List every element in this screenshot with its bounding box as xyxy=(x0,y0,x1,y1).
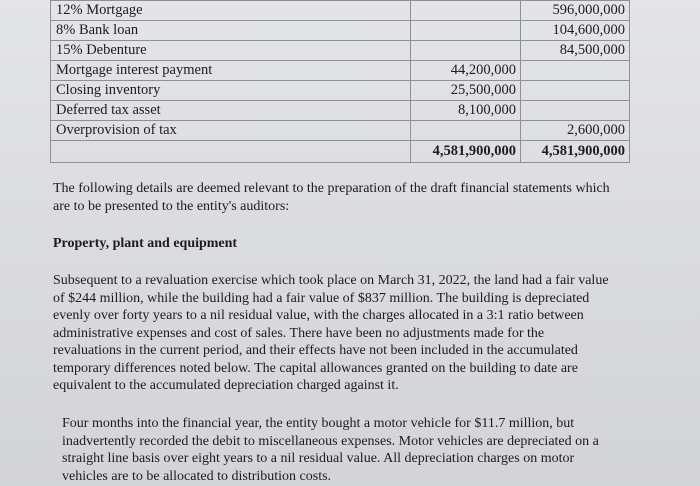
trial-balance-table xyxy=(50,0,630,163)
credit-cell xyxy=(521,81,630,101)
debit-cell xyxy=(411,1,521,21)
intro-paragraph: The following details are deemed relevant to the preparation of the draft financial statements which are to be presented to the entity's auditors: xyxy=(53,181,610,214)
total-label xyxy=(51,141,411,163)
table-row xyxy=(51,21,630,41)
total-row xyxy=(51,141,630,163)
debit-cell xyxy=(411,21,521,41)
debit-cell: 8,100,000 xyxy=(411,101,521,121)
total-credit: 4,581,900,000 xyxy=(521,141,630,163)
table-row xyxy=(51,1,630,21)
debit-cell: 44,200,000 xyxy=(411,61,521,81)
credit-cell xyxy=(521,61,630,81)
table-row xyxy=(51,81,630,101)
credit-cell: 104,600,000 xyxy=(521,21,630,41)
table-row xyxy=(51,41,630,61)
row-label: 8% Bank loan xyxy=(51,21,411,41)
row-label: Deferred tax asset xyxy=(51,101,411,121)
credit-cell xyxy=(521,101,630,121)
ppe-paragraph: Subsequent to a revaluation exercise which took place on March 31, 2022, the land had a fair value of $244 million, while the building had a fair value of $837 million. The building is depreciated evenly over forty years to a nil residual value, with the charges allocated in a 3:1 ratio between administrative expenses and cost of sales. There have been no adjustments made for the revaluations in the current period, and their effects have not been included in the accumulated temporary differences noted below. The capital allowances granted on the building to date are equivalent to the accumulated depreciation charged against it. xyxy=(53,273,609,393)
table-row xyxy=(51,61,630,81)
row-label: Overprovision of tax xyxy=(51,121,411,141)
table-row xyxy=(51,121,630,141)
row-label: 15% Debenture xyxy=(51,41,411,61)
credit-cell: 2,600,000 xyxy=(521,121,630,141)
credit-cell: 84,500,000 xyxy=(521,41,630,61)
total-debit: 4,581,900,000 xyxy=(411,141,521,163)
debit-cell xyxy=(411,121,521,141)
section-heading: Property, plant and equipment xyxy=(53,236,238,251)
debit-cell: 25,500,000 xyxy=(411,81,521,101)
credit-cell: 596,000,000 xyxy=(521,1,630,21)
debit-cell xyxy=(411,41,521,61)
row-label: Mortgage interest payment xyxy=(51,61,411,81)
table-row xyxy=(51,101,630,121)
row-label: 12% Mortgage xyxy=(51,1,411,21)
motor-vehicle-paragraph: Four months into the financial year, the entity bought a motor vehicle for $11.7 million, but inadvertently recorded the debit to miscellaneous expenses. Motor vehicles are depreciated on a straight line basis over eight years to a nil residual value. All depreciation charges on motor vehicles are to be allocated to distribution costs. xyxy=(62,416,599,484)
row-label: Closing inventory xyxy=(51,81,411,101)
